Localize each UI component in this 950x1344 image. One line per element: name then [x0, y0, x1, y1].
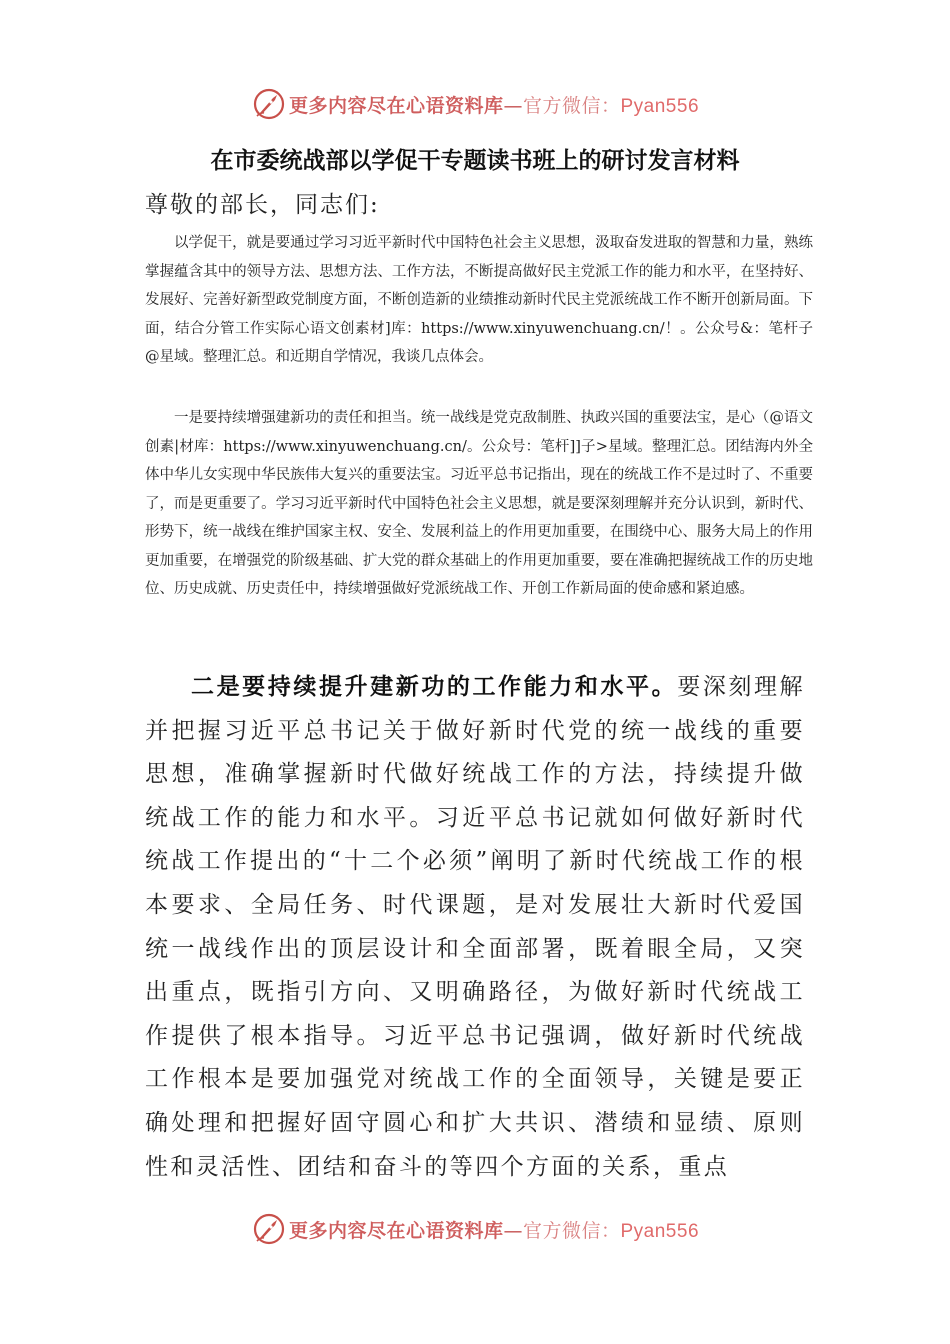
paragraph-intro: 以学促干，就是要通过学习习近平新时代中国特色社会主义思想，汲取奋发进取的智慧和力量，熟练掌握蕴含其中的领导方法、思想方法、工作方法，不断提高做好民主党派工作的能力和水平，在坚持好、发展好、完善好新型政党制度方面，不断创造新的业绩推动新时代民主党派统战工作不断开创新局面。下面，结合分管工作实际心语文创素材]库：https://www.xinyuwenchuang.cn/！。公众号&：笔杆子@星域。整理汇总。和近期自学情况，我谈几点体会。 [145, 235, 813, 365]
paragraph-point-two-body: 要深刻理解并把握习近平总书记关于做好新时代党的统一战线的重要思想，准确掌握新时代做好统战工作的方法，持续提升做统战工作的能力和水平。习近平总书记就如何做好新时代统战工作提出的“十二个必须”阐明了新时代统战工作的根本要求、全局任务、时代课题，是对发展壮大新时代爱国统一战线作出的顶层设计和全面部署，既着眼全局，又突出重点，既指引方向、又明确路径，为做好新时代统战工作提供了根本指导。习近平总书记强调，做好新时代统战工作根本是要加强党对统战工作的全面领导，关键是要正确处理和把握好固守圆心和扩大共识、潜绩和显绩、原则性和灵活性、团结和奋斗的等四个方面的关系，重点 [145, 674, 805, 1180]
footer-banner-sub-text: 官方微信： [522, 1219, 621, 1242]
banner-wechat-id: Pyan556 [620, 95, 700, 117]
banner-text [289, 91, 699, 118]
footer-banner-separator: — [503, 1219, 523, 1242]
banner-separator: — [503, 94, 523, 117]
footer-banner-text [289, 1216, 699, 1243]
paragraph-point-two-lead: 二是要持续提升建新功的工作能力和水平。 [191, 673, 678, 700]
header-banner [0, 84, 950, 124]
salutation: 尊敬的部长，同志们: [145, 192, 380, 218]
pen-nib-circle-icon [251, 1211, 287, 1247]
pen-nib-circle-icon [251, 86, 287, 122]
paragraph-point-two [145, 665, 805, 1189]
paragraph-point-one: 一是要持续增强建新功的责任和担当。统一战线是党克敌制胜、执政兴国的重要法宝，是心（@语文创素|材库：https://www.xinyuwenchuang.cn/。公众号：笔杆]]子>星域。整理汇总。团结海内外全体中华儿女实现中华民族伟大复兴的重要法宝。习近平总书记指出，现在的统战工作不是过时了、不重要了，而是更重要了。学习习近平新时代中国特色社会主义思想，就是要深刻理解并充分认识到，新时代、形势下，统一战线在维护国家主权、安全、发展利益上的作用更加重要，在围绕中心、服务大局上的作用更加重要，在增强党的阶级基础、扩大党的群众基础上的作用更加重要，要在准确把握统战工作的历史地位、历史成就、历史责任中，持续增强做好党派统战工作、开创工作新局面的使命感和紧迫感。 [145, 410, 813, 597]
footer-banner-wechat-id: Pyan556 [620, 1220, 700, 1242]
document-title: 在市委统战部以学促干专题读书班上的研讨发言材料 [210, 147, 740, 174]
footer-banner-main-text: 更多内容尽在心语资料库 [288, 1219, 504, 1242]
banner-sub-text: 官方微信： [522, 94, 621, 117]
footer-banner [0, 1209, 950, 1249]
banner-main-text: 更多内容尽在心语资料库 [288, 94, 504, 117]
